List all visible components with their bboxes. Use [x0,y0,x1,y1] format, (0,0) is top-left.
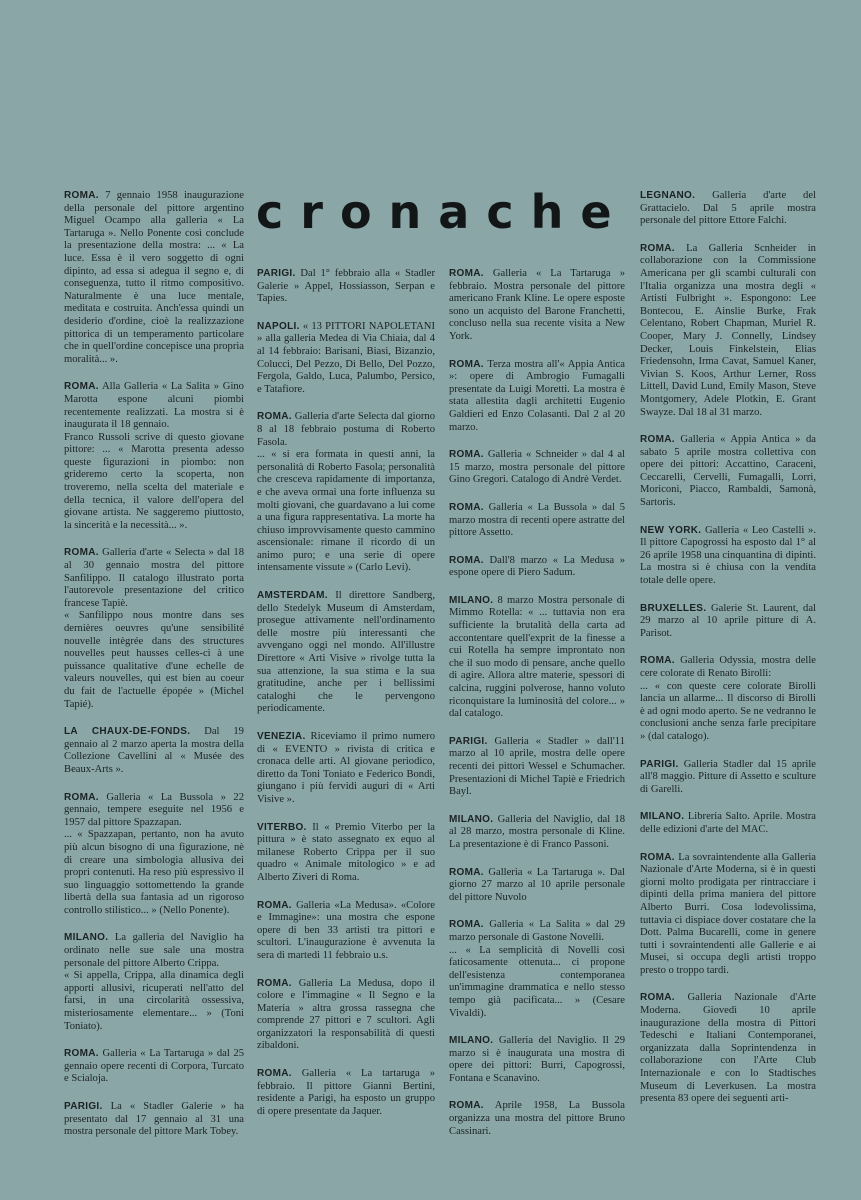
entry-place: MILANO. [449,813,494,825]
entry-text: Galleria « Stadler » dall'11 marzo al 10 aprile, mostra delle opere recenti dei pittori Wessel e Schumacher. Presentazioni di Michel Tapiè e Friedrich Bayl. [449,735,625,798]
entry-text: Dall'8 marzo « La Medusa » espone opere di Piero Sadum. [449,554,625,579]
column-2 [257,268,435,1133]
news-entry [640,243,816,419]
news-entry [257,900,435,963]
news-entry [257,1068,435,1118]
news-entry [64,1101,244,1139]
entry-paragraph [640,434,816,510]
news-entry [449,867,625,905]
entry-text: Galleria « Schneider » dal 4 al 15 marzo, mostra personale del pittore Gino Gregori. Catalogo di Andrè Verdet. [449,449,625,486]
news-entry [449,1100,625,1138]
entry-place: ROMA. [640,655,675,667]
entry-paragraph [257,731,435,807]
entry-place: PARIGI. [64,1101,103,1112]
entry-paragraph [449,359,625,435]
news-entry [449,814,625,852]
entry-place: ROMA. [449,501,484,513]
entry-place: PARIGI. [640,758,679,770]
entry-paragraph [64,547,244,610]
news-entry [64,792,244,918]
entry-paragraph [64,792,244,830]
page-title: cronache [256,185,629,239]
news-entry [257,590,435,716]
entry-text: Dal 19 gennaio al 2 marzo aperta la mostra della Collezione Cavellini al « Musée des Beaux-Arts ». [64,726,244,775]
entry-paragraph [640,190,816,228]
entry-place: ROMA. [64,381,99,393]
entry-place: ROMA. [257,1068,292,1080]
entry-text: Galerie St. Laurent, dal 29 marzo al 10 aprile pitture di A. Parisot. [640,602,816,639]
entry-paragraph [64,726,244,776]
entry-text: « 13 PITTORI NAPOLETANI » alla galleria Medea di Via Chiaia, dal 4 al 14 febbraio: Barisani, Biasi, Bizanzio, Colucci, Del Pezzo, Di Bello, Del Pozzo, Fergola, Galdo, Luca, Palumbo, Persico, e Tatafiore. [257,320,435,395]
entry-place: VITERBO. [257,821,307,833]
news-entry [640,655,816,743]
entry-text: La « Stadler Galerie » ha presentato dal 17 gennaio al 31 una mostra personale del pittore Mark Tobey. [64,1101,244,1138]
entry-text: Il « Premio Viterbo per la pittura » è stato assegnato ex equo al milanese Roberto Crippa per il suo quadro « Animale mitologico » e ad Alberto Ziveri di Roma. [257,821,435,883]
entry-text: Galleria d'arte « Selecta » dal 18 al 30 gennaio mostra del pittore Sanfilippo. Il catalogo illustrato porta l'autorevole presentazione del critico francese Tapiè. [64,547,244,609]
entry-paragraph [640,525,816,588]
entry-text: Galleria « La Tartaruga » dal 25 gennaio opere recenti di Corpora, Turcato e Scialoja. [64,1048,245,1085]
entry-quote: ... « con queste cere colorate Birolli lancia un allarme... Il discorso di Birolli è ad ogni modo aperto. Se ne vedranno le conclusioni anche senza farle precipitare » (dal catalogo). [640,680,816,742]
column-3 [449,268,625,1153]
news-entry [449,449,625,487]
column-4 [640,190,816,1121]
entry-place: ROMA. [257,411,292,423]
news-entry [640,434,816,510]
entry-quote: ... « Spazzapan, pertanto, non ha avuto più alcun bisogno di una figurazione, nè di creare una simbologia allusiva dei propri contenuti. Ha reso più espressivo il suo linguaggio sottomettendo la grande libertà della sua fantasia ad un rigoroso controllo stilistico... » (Nello Ponente). [64,829,244,916]
entry-paragraph [449,449,625,487]
entry-place: ROMA. [449,1100,484,1112]
entry-place: ROMA. [257,977,292,989]
entry-text: Galleria del Naviglio. Il 29 marzo si è inaugurata una mostra di opere dei pittori: Burri, Capogrossi, Fontana e Scanavino. [449,1035,626,1084]
entry-text: Galleria « La tartaruga » febbraio. Il pittore Gianni Bertini, residente a Parigi, ha esposto un gruppo di opere presentate da Jaquer. [257,1068,435,1117]
entry-place: LA CHAUX-DE-FONDS. [64,726,191,738]
entry-paragraph [64,381,244,431]
news-entry [449,502,625,540]
entry-paragraph [640,992,816,1105]
news-entry [640,811,816,836]
entry-paragraph [449,919,625,944]
entry-paragraph [257,590,435,716]
news-entry [257,822,435,885]
news-entry [640,992,816,1105]
entry-place: ROMA. [257,899,292,911]
entry-paragraph [64,1048,244,1086]
news-entry [257,268,435,306]
entry-text: Galleria « La Bussola » 22 gennaio, tempere eseguite nel 1956 e 1957 dal pittore Spazzapan. [64,791,244,828]
entry-text: Galleria « La Bussola » dal 5 marzo mostra di recenti opere astratte del pittore Assetto. [449,501,626,539]
news-entry [64,190,244,366]
news-entry [449,919,625,1020]
entry-paragraph [449,867,625,905]
entry-paragraph [640,811,816,836]
entry-text: Galleria La Medusa, dopo il colore e l'immagine « Il Segno e la Materia » altra grossa rassegna che comprende 27 pittori e 7 scultori. Agli organizzatori la responsabilità di questi zibaldoni. [257,977,435,1052]
entry-text: Aprile 1958, La Bussola organizza una mostra del pittore Bruno Cassinari. [449,1100,625,1137]
entry-text: Galleria d'arte del Grattacielo. Dal 5 aprile mostra personale del pittore Ettore Falchi. [640,190,816,227]
news-entry [257,731,435,807]
entry-paragraph [449,814,625,852]
entry-text: Riceviamo il primo numero di « EVENTO » rivista di critica e cronaca delle arti. Al giovane periodico, diretto da Toni Toniato e Federico Bondi, giungano i più fervidi auguri di « Arti Visive ». [257,731,436,805]
news-entry [64,1048,244,1086]
entry-paragraph [257,822,435,885]
entry-place: ROMA. [640,434,675,446]
entry-paragraph [449,502,625,540]
entry-paragraph [640,655,816,680]
entry-quote: « Si appella, Crippa, alla dinamica degli apporti allusivi, ricuperati nell'atto del farsi, in una circolarità ossessiva, misteriosamente elementare... » (Toni Toniato). [64,970,244,1032]
entry-paragraph [257,1068,435,1118]
news-entry [449,268,625,344]
entry-text: Galleria « Appia Antica » da sabato 5 aprile mostra collettiva con opere dei pittori: Accattino, Caraceni, Ceccarelli, Cervelli, Fumagalli, Lorri, Moriconi, Piacco, Rambaldi, Samonà, Sartoris. [640,434,816,509]
entry-place: MILANO. [640,811,685,823]
news-entry [449,359,625,435]
entry-paragraph [640,759,816,797]
entry-text: Galleria del Naviglio, dal 18 al 28 marzo, mostra personale di Kline. La presentazione è di Franco Passoni. [449,813,625,850]
entry-place: ROMA. [640,851,675,863]
news-entry [449,1035,625,1085]
entry-paragraph [449,595,625,721]
entry-place: ROMA. [640,242,675,254]
entry-text: Galleria « Leo Castelli ». Il pittore Capogrossi ha esposto dal 1° al 26 aprile 1958 una cinquantina di dipinti. La mostra si è chiusa con la vendita totale delle opere. [640,524,816,587]
entry-paragraph [257,411,435,449]
entry-place: MILANO. [449,1035,494,1047]
entry-text: 7 gennaio 1958 inaugurazione della personale del pittore argentino Miguel Ocampo alla galleria « La Tartaruga ». Nello Ponente così conclude la presentazione della mostra: ... « La luce. Essa è il vero soggetto di ogni dipinto, ad essa si adegua il segno e, di conseguenza, tutto il ritmo compositivo. Naturalmente è una luce mentale, meditata e costruita. Anch'essa quindi un desiderio d'ordine, cioè la realizzazione pittorica di un temperamento particolare che in quell'ordine concepisce una propria moralità... ». [64,190,244,365]
entry-paragraph [449,1100,625,1138]
entry-place: BRUXELLES. [640,602,707,614]
entry-place: NEW YORK. [640,524,702,536]
entry-text: Il direttore Sandberg, dello Stedelyk Museum di Amsterdam, prosegue attivamente nell'ordinamento delle mostre più interessanti che avvengano oggi nel mondo. All'illustre Direttore « Arti Visive » rivolge tutta la sua attenzione, la sua stima e la sua gratitudine, anche per i bellissimi cataloghi che le pervengono periodicamente. [257,590,435,715]
news-entry [640,852,816,978]
entry-quote: ... « La semplicità di Novelli così faticosamente ottenuta... ci propone dell'esistenza contemporanea un'immagine drammatica e nello stesso tempo già pacificata... » (Cesare Vivaldi). [449,944,625,1019]
entry-text: Libreria Salto. Aprile. Mostra delle edizioni d'arte del MAC. [640,811,816,835]
entry-paragraph [449,736,625,799]
entry-paragraph [449,555,625,580]
news-entry [640,759,816,797]
news-entry [257,321,435,397]
entry-text: Terza mostra all'« Appia Antica »: opere di Ambrogio Fumagalli presentate da Luigi Moretti. La mostra è stata allestita dagli architetti Eugenio Galdieri ed Enzo Colasanti. Dal 2 al 20 marzo. [449,358,625,433]
entry-text: La Galleria Scnheider in collaborazione con la Commissione Americana per gli scambi culturali con l'Italia organizza una mostra degli « Artisti Fulbright ». Espongono: Lee Bontecou, E. Ainslie Burke, Frak Celentano, Robert Chapman, Muriel R. Cooper, Mary J. Connelly, Lindsey Decker, Louis Finkelstein, Elias Friedensohn, Irma Cavat, Samuel Kaner, Vivian S. Koos, Arthur Lerner, Ross Littell, David Lund, Emily Mason, Steve Montgomery, Adele Plotkin, E. Grant Swayze. Dal 18 al 31 marzo. [640,242,816,418]
entry-text: Galleria Nazionale d'Arte Moderna. Giovedì 10 aprile inaugurazione della mostra di Pittori Tedeschi e Italiani Contemporanei, organizzata dalla Soprintendenza in collaborazione con l'Arte Club Internazionale e con lo Stadtisches Museum di Leverkusen. La mostra presenta 83 opere dei seguenti arti- [640,992,816,1105]
entry-paragraph [449,268,625,344]
entry-text: Alla Galleria « La Salita » Gino Marotta espone alcuni piombi recentemente realizzati. La mostra si è inaugurata il 18 gennaio. [64,381,244,431]
entry-paragraph [449,1035,625,1085]
entry-text: Galleria d'arte Selecta dal giorno 8 al 18 febbraio postuma di Roberto Fasola. [257,411,435,448]
entry-paragraph [257,978,435,1054]
news-entry [64,932,244,1033]
entry-text: Galleria « La Salita » dal 29 marzo personale di Gastone Novelli. [449,919,625,943]
entry-paragraph [257,900,435,963]
entry-text: Galleria «La Medusa». «Colore e Immagine»: una mostra che espone opere di ben 33 artisti tra pittori e scultori. L'inaugurazione è avvenuta la sera di martedi 11 febbraio u.s. [257,899,435,961]
entry-place: ROMA. [449,449,484,461]
news-entry [257,978,435,1054]
entry-paragraph [257,321,435,397]
news-entry [640,525,816,588]
entry-place: ROMA. [449,554,484,566]
entry-place: VENEZIA. [257,731,306,742]
news-entry [64,726,244,776]
entry-place: ROMA. [64,190,99,201]
column-1 [64,190,244,1154]
entry-place: ROMA. [64,547,99,559]
entry-place: ROMA. [640,992,675,1004]
entry-paragraph [640,243,816,419]
entry-quote: « Sanfilippo nous montre dans ses dernières oeuvres qu'une sensibilité nouvelle intègrée dans des structures nouvelles peut hausses celles-ci à une puissance qualitative d'une echelle de valeurs nouvelles, qui est bien au coeur du fait de l'actuelle épopée » (Michel Tapié). [64,610,244,710]
news-entry [449,736,625,799]
entry-text: Galleria Stadler dal 15 aprile all'8 maggio. Pitture di Assetto e sculture di Garelli. [640,758,816,795]
entry-place: PARIGI. [257,268,296,279]
entry-place: MILANO. [64,932,109,944]
entry-quote: Franco Russoli scrive di questo giovane pittore: ... « Marotta presenta adesso queste figurazioni in piombo: non grideremo certo la scoperta, non troveremo, nella scelta del materiale e della tecnica, il valore dell'opera del giovane artista. Ne saggeremo piuttosto, la sincerità e la necessità... ». [64,431,244,531]
news-entry [257,411,435,575]
entry-place: ROMA. [449,919,484,931]
entry-text: La galleria del Naviglio ha ordinato nelle sue sale una mostra personale del pittore Alberto Crippa. [64,932,244,969]
news-entry [640,603,816,641]
entry-paragraph [640,603,816,641]
entry-text: La sovraintendente alla Galleria Nazionale d'Arte Moderna, si è in questi giorni molto prodigata per rintracciare i dipinti della prima maniera del pittore Alberto Burri. Cosa lodevolissima, tuttavia ci dispiace dover costatare che la Dott. Palma Bucarelli, come in genere tutti i sovraintendenti alle Gallerie e ai Musei, si occupa degli artisti troppo presto o troppo tardi. [640,851,816,976]
entry-text: Dal 1° febbraio alla « Stadler Galerie » Appel, Hossiasson, Serpan e Tapies. [257,268,435,305]
entry-place: ROMA. [64,791,99,803]
entry-text: 8 marzo Mostra personale di Mimmo Rotella: « ... tuttavia non era sufficiente la brutalità della carta ad accontentare quell'exprit de la finesse a cui Rotella ha sempre improntato non che il suo modo di pensare, anche quello di agire. Allora altre materie, spessori di calcina, ruggini polverose, hanno voluto riconquistare la luminosità del colore... » dal catalogo. [449,594,625,720]
entry-text: Galleria Odyssia, mostra delle cere colorate di Renato Birolli: [640,655,817,679]
entry-place: LEGNANO. [640,190,696,201]
entry-place: NAPOLI. [257,320,300,332]
entry-paragraph [64,1101,244,1139]
news-entry [640,190,816,228]
news-entry [449,555,625,580]
entry-place: ROMA. [449,358,484,370]
news-entry [449,595,625,721]
entry-paragraph [257,268,435,306]
news-entry [64,547,244,711]
entry-paragraph [64,932,244,970]
news-entry [64,381,244,532]
entry-paragraph [64,190,244,366]
entry-place: ROMA. [449,866,484,878]
entry-paragraph [640,852,816,978]
entry-place: PARIGI. [449,735,488,747]
entry-place: MILANO. [449,594,494,606]
entry-text: Galleria « La Tartaruga » febbraio. Mostra personale del pittore americano Frank Kline. Le opere esposte sono un acquisto del Barone Franchetti, concluso nella sua recente visita a New York. [449,268,625,342]
entry-place: ROMA. [64,1048,99,1060]
entry-text: Galleria « La Tartaruga ». Dal giorno 27 marzo al 10 aprile personale del pittore Nuvolo [449,866,625,903]
entry-quote: ... « si era formata in questi anni, la personalità di Roberto Fasola; personalità che cresceva rapidamente di importanza, e che aveva ormai una forte influenza su molti giovani, che guardavano a lui come a una figura rappresentativa. La morte ha chiuso improvvisamente questo cammino ascensionale: rimane il ricordo di un animo puro; e una serie di opere intensamente vissute » (Carlo Levi). [257,449,435,574]
entry-place: ROMA. [449,268,484,279]
entry-place: AMSTERDAM. [257,590,328,602]
